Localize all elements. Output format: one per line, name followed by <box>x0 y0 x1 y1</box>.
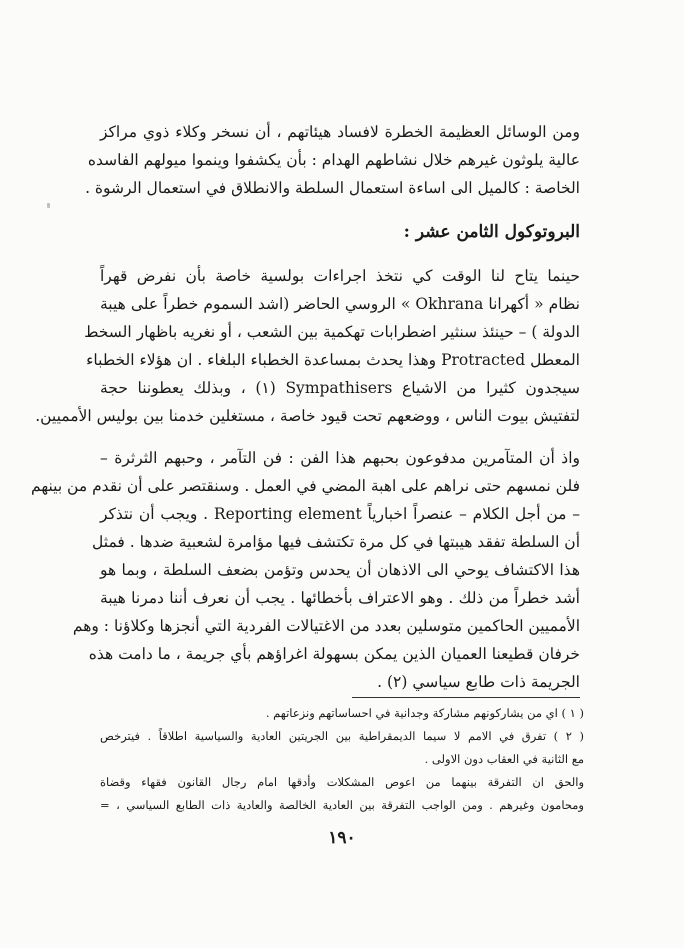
paragraph-1-line: نظام « أكهرانا Okhrana » الروسي الحاضر (اشد السموم خطراً على هيبة <box>100 295 580 313</box>
paragraph-2-line: هذا الاكتشاف يوحي الى الاذهان أن يحدس وتؤمن بضعف السلطة ، وبما هو <box>100 561 580 579</box>
footnote-line: ( ٢ ) تفرق في الامم لا سيما الديمقراطية بين الجريتين العادية والسياسية اطلاقاً . فيترخص <box>100 729 584 743</box>
paragraph-2-line: الجريمة ذات طابع سياسي (٢) . <box>377 673 580 691</box>
footnote-line: والحق ان التفرقة بينهما من اعوص المشكلات وأدقها امام رجال القانون فقهاء وقضاة <box>100 775 584 789</box>
footnote-divider <box>352 697 580 698</box>
protocol-heading: البروتوكول الثامن عشر : <box>403 222 580 242</box>
paper-speck <box>47 203 50 208</box>
footnotes <box>100 702 584 817</box>
paragraph-1 <box>35 262 581 430</box>
footnote-line: ( ١ ) اي من يشاركونهم مشاركة وجدانية في احساساتهم ونزعاتهم . <box>265 706 584 720</box>
page-number: ١٩٠ <box>328 828 356 848</box>
footnote-line: ومحامون وغيرهم . ومن الواجب التفرقة بين العادية الخالصة والعادية ذات الطابع السياسي ، = <box>100 798 584 812</box>
paragraph-1-line: الدولة ) – حينئذ سنثير اضطرابات تهكمية بين الشعب ، أو نغريه باظهار السخط <box>84 323 580 341</box>
intro-line: الخاصة : كالميل الى اساءة استعمال السلطة والانطلاق في استعمال الرشوة . <box>85 179 580 197</box>
paragraph-2-line: واذ أن المتآمرين مدفوعون بحبهم هذا الفن : فن التآمر ، وحبهم الثرثرة – <box>100 449 580 467</box>
paragraph-1-line: حينما يتاح لنا الوقت كي نتخذ اجراءات بولسية خاصة بأن نفرض قهراً <box>100 267 580 285</box>
paragraph-2 <box>31 444 580 696</box>
paragraph-1-line: لتفتيش بيوت الناس ، ووضعهم تحت قيود خاصة ، مستغلين خدمنا بين بوليس الأمميين. <box>35 407 580 425</box>
paragraph-2-line: أن السلطة تفقد هيبتها في كل مرة تكتشف فيها مؤامرة لشعبية ضدها . فمثل <box>92 533 580 551</box>
paragraph-2-line: – من أجل الكلام – عنصراً اخبارياً Reporting element . ويجب أن نتذكر <box>100 505 580 523</box>
paragraph-1-line: سيجدون كثيرا من الاشياع Sympathisers (١) ، وبذلك يعطوننا حجة <box>100 379 581 397</box>
paragraph-2-line: الأمميين الحاكمين متوسلين بعدد من الاغتيالات الفردية التي أنجزها وكلاؤنا : وهم <box>72 617 580 635</box>
paragraph-2-line: خرفان قطيعنا العميان الذين يمكن بسهولة اغراؤهم بأي جريمة ، ما دامت هذه <box>88 645 580 663</box>
paragraph-2-line: فلن نمسهم حتى نراهم على اهبة المضي في العمل . وسنقتصر على أن نقدم من بينهم <box>31 477 580 495</box>
footnote-line: مع الثانية في العقاب دون الاولى . <box>424 752 584 766</box>
intro-line: عالية يلوثون غيرهم خلال نشاطهم الهدام : بأن يكشفوا وينموا ميولهم الفاسده <box>87 151 580 169</box>
intro-line: ومن الوسائل العظيمة الخطرة لافساد هيئاتهم ، أن نسخر وكلاء ذوي مراكز <box>100 123 580 141</box>
intro-paragraph <box>85 118 580 202</box>
paragraph-2-line: أشد خطراً من ذلك . وهو الاعتراف بأخطائها . يجب أن نعرف أننا دمرنا هيبة <box>100 589 580 607</box>
paragraph-1-line: المعطل Protracted وهذا يحدث بمساعدة الخطباء البلغاء . ان هؤلاء الخطباء <box>86 351 580 369</box>
